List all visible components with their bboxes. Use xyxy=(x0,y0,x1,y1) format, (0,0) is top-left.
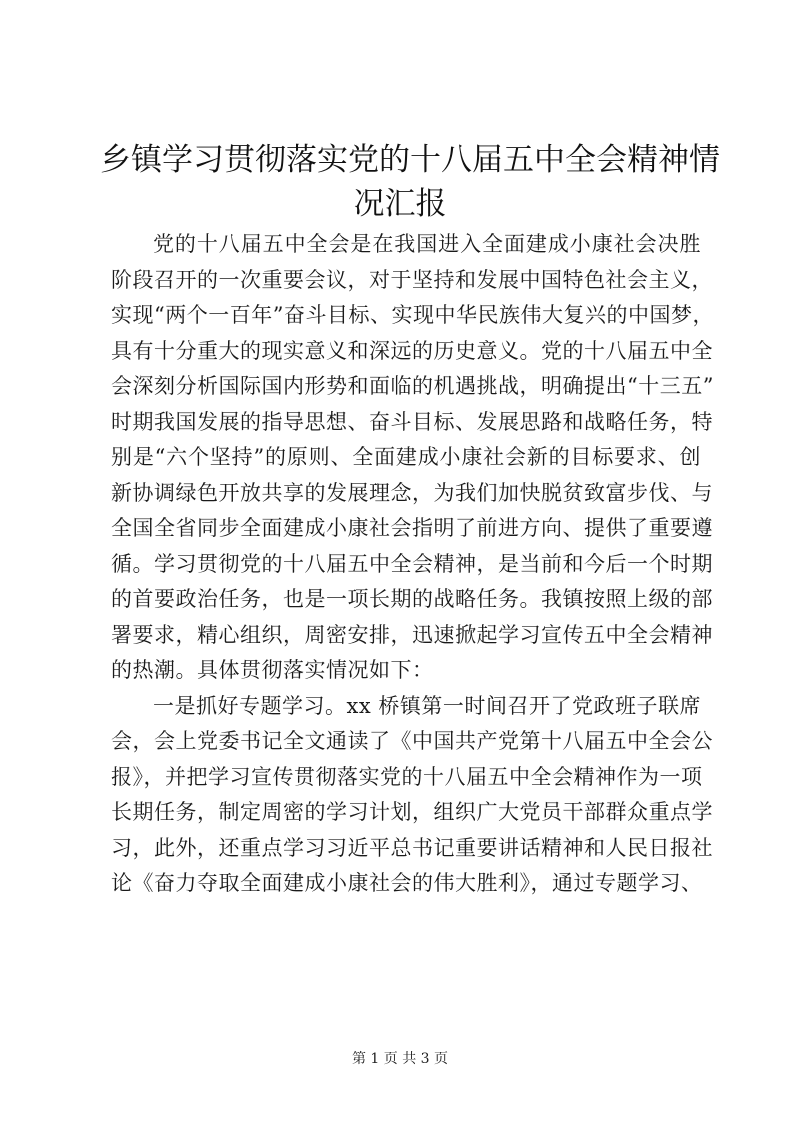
text-line: 阶段召开的一次重要会议，对于坚持和发展中国特色社会主义， xyxy=(111,267,713,292)
text-line: 署要求，精心组织，周密安排，迅速掀起学习宣传五中全会精神 xyxy=(111,622,713,647)
title-line-1: 乡镇学习贯彻落实党的十八届五中全会精神情 xyxy=(100,142,720,178)
text-line: 别是“六个坚持”的原则、全面建成小康社会新的目标要求、创 xyxy=(111,445,701,469)
text-line: 长期任务，制定周密的学习计划，组织广大党员干部群众重点学 xyxy=(111,800,713,824)
text-line: 的热潮。具体贯彻落实情况如下： xyxy=(111,658,434,682)
text-line: 党的十八届五中全会是在我国进入全面建成小康社会决胜 xyxy=(153,232,701,256)
text-line: 会，会上党委书记全文通读了《中国共产党第十八届五中全会公 xyxy=(111,729,713,753)
text-line: 一是抓好专题学习。xx 桥镇第一时间召开了党政班子联席 xyxy=(153,693,701,718)
text-line: 全国全省同步全面建成小康社会指明了前进方向、提供了重要遵 xyxy=(111,516,713,540)
paragraph-1 xyxy=(111,227,714,689)
text-line: 时期我国发展的指导思想、奋斗目标、发展思路和战略任务，特 xyxy=(111,409,713,434)
title-line-2: 况汇报 xyxy=(353,186,447,222)
text-line: 习，此外，还重点学习习近平总书记重要讲话精神和人民日报社 xyxy=(111,835,713,860)
text-line: 论《奋力夺取全面建成小康社会的伟大胜利》，通过专题学习、 xyxy=(111,871,703,895)
text-line: 的首要政治任务，也是一项长期的战略任务。我镇按照上级的部 xyxy=(111,587,713,611)
document-title xyxy=(100,138,720,226)
text-line: 实现“两个一百年”奋斗目标、实现中华民族伟大复兴的中国梦， xyxy=(111,303,714,327)
paragraph-2 xyxy=(111,689,713,902)
text-line: 会深刻分析国际国内形势和面临的机遇挑战，明确提出“十三五” xyxy=(111,374,714,398)
document-body xyxy=(111,227,714,902)
text-line: 新协调绿色开放共享的发展理念，为我们加快脱贫致富步伐、与 xyxy=(111,480,713,505)
text-line: 循。学习贯彻党的十八届五中全会精神，是当前和今后一个时期 xyxy=(111,551,713,576)
text-line: 具有十分重大的现实意义和深远的历史意义。党的十八届五中全 xyxy=(111,338,713,363)
text-line: 报》，并把学习宣传贯彻落实党的十八届五中全会精神作为一项 xyxy=(111,764,703,789)
page-footer: 第 1 页 共 3 页 xyxy=(351,1051,449,1067)
